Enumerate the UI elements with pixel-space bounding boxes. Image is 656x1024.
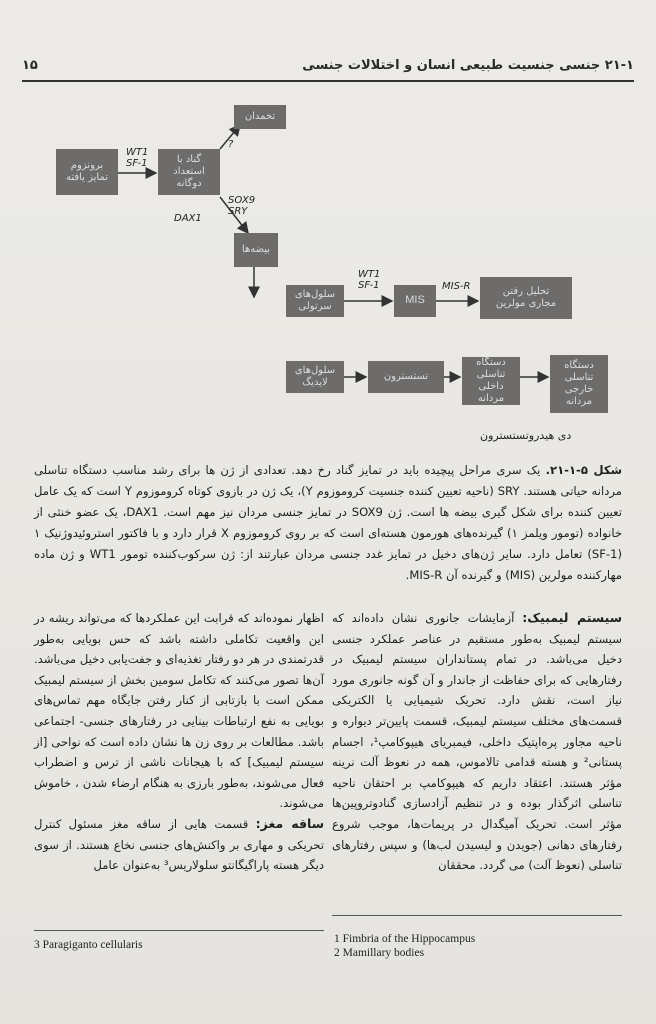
label-question: ? bbox=[228, 139, 234, 150]
limbic-text: آزمایشات جانوری نشان داده‌اند که سیستم لیمبیک به‌طور مستقیم در عناصر عملکرد جنسی دخیل می‌باشد. در تمام پستانداران سیستم لیمبیک در رفتارهایی که برای حفاظت از جاندار و آن گونه جانوری مورد نیاز است، نقش دارد. تحریک شیمیایی یا الکتریکی قسمت‌های مختلف سیستم لیمبیک، قسمت پایین‌تر دیواره و ناحیه مجاور پره‌اپتیک داخلی، فیمبریای هیپوکامپ¹، اجسام پستانی² و هسته قدامی تالاموس، همه در نعوظ آلت نرینه مؤثر هستند. اعتقاد داریم که هیپوکامپ بر احتقان ناحیه تناسلی اثرگذار بوده و در تنظیم آزادسازی گنادوتروپین‌ها مؤثر است. تحریک آمیگدال در پریمات‌ها، موجب شروع رفتارهای دهانی (جویدن و لیسیدن لب‌ها) و سپس رفتارهای تناسلی (نعوظ آلت) می گردد. محققان bbox=[332, 611, 622, 873]
footnote-1: 1 Fimbria of the Hippocampus bbox=[334, 933, 476, 945]
box-testosterone: تستسترون bbox=[368, 361, 444, 393]
right-column bbox=[332, 608, 622, 876]
label-dax1: DAX1 bbox=[174, 213, 202, 224]
box-mullerian-regression: تحلیل رفتن مجاری مولرین bbox=[480, 277, 572, 319]
box-undifferentiated: برونزوم تمایز یافته bbox=[56, 149, 118, 195]
limbic-heading: سیستم لیمبیک: bbox=[522, 610, 622, 625]
label-mis-r: MIS-R bbox=[442, 281, 471, 292]
figure-caption bbox=[34, 460, 622, 586]
box-leydig: سلول‌های لایدیگ bbox=[286, 361, 344, 393]
footnote-3: 3 Paragiganto cellularis bbox=[34, 939, 143, 951]
caption-text: یک سری مراحل پیچیده باید در تمایز گناد رخ دهد. تعدادی از ژن ها برای رشد مناسب دستگاه تناسلی مردانه حیاتی هستند. SRY (ناحیه تعیین کننده جنسیت کروموزوم Y)، یک ژن در بازوی کوتاه کروموزوم Y است که یک عامل تعیین کننده برای شکل گیری بیضه ها است. ژن SOX9 در تمایز جنسی مردان نیز مهم است. DAX1، یک عضو خنثی از خانواده (تومور ویلمز ۱) گیرنده‌های هورمون هسته‌ای است که بر روی کروموزوم X قرار دارد و با فاکتور استروئیدوژنیک ۱ (SF-1) تعامل دارد. سایر ژن‌های دخیل در تمایز غدد جنسی مردان عبارتند از: ژن سرکوب‌کننده تومور WT1 و ژن ماده مهارکننده مولرین (MIS) و گیرنده آن MIS-R. bbox=[34, 463, 623, 582]
box-sertoli: سلول‌های سرتولی bbox=[286, 285, 344, 317]
running-header bbox=[22, 52, 634, 78]
box-external-male: دستگاه تناسلی خارجی مردانه bbox=[550, 355, 608, 413]
left-text-1: اظهار نموده‌اند که قرابت این عملکردها که می‌تواند ریشه در این واقعیت تکاملی داشته باشد که حس بویایی به‌طور قدرتمندی در هر دو رفتار تغذیه‌ای و جفت‌یابی دخیل می‌باشد. آن‌ها تصور می‌کنند که تکامل سومین بخش از سیستم لیمبیک ممکن است با بازتابی از کنار رفتن جایگاه مهم تماس‌های بویایی به نفع ارتباطات بینایی در رفتارهای جنسی- اجتماعی باشد. مطالعات بر روی زن ها نشان داده است که نواحی [از سیستم لیمبیک] که با هیجانات ناشی از ترس و اضطراب فعال می‌شوند، به‌طور بارزی به هنگام ارضاء شدن ، خاموش می‌شوند. bbox=[34, 611, 324, 811]
footnote-rule-left bbox=[34, 930, 324, 931]
label-sox9-sry: SOX9 SRY bbox=[228, 195, 256, 217]
caption-label: شکل ۵-۱-۲۱. bbox=[545, 463, 622, 477]
brainstem-heading: ساقه مغز: bbox=[255, 815, 324, 831]
box-internal-male: دستگاه تناسلی داخلی مردانه bbox=[462, 357, 520, 405]
label-wt1-sf1: WT1 SF-1 bbox=[126, 147, 149, 169]
left-column bbox=[34, 608, 324, 876]
label-dht: دی هیدروتستسترون bbox=[480, 429, 572, 442]
footnote-rule-right bbox=[332, 915, 622, 916]
header-title: ۲۱-۱ جنسی جنسیت طبیعی انسان و اختلالات جنسی bbox=[302, 57, 634, 73]
footnote-2: 2 Mamillary bodies bbox=[334, 947, 425, 959]
gonad-differentiation-diagram bbox=[40, 95, 620, 455]
box-bipotential-gonad: گناد با استعداد دوگانه bbox=[158, 149, 220, 195]
box-mis: MIS bbox=[394, 285, 436, 317]
label-wt1-sf1-2: WT1 SF-1 bbox=[358, 269, 381, 291]
box-testes: بیضه‌ها bbox=[234, 233, 278, 267]
page-number: ۱۵ bbox=[22, 57, 38, 73]
brainstem-text: قسمت هایی از ساقه مغز مسئول کنترل تحریکی و مهاری بر واکنش‌های جنسی نخاع هستند. از سوی دیگر هسته پاراگیگانتو سلولاریس³ به‌عنوان عامل bbox=[34, 816, 324, 873]
box-ovary: تخمدان bbox=[234, 105, 286, 129]
header-rule bbox=[22, 80, 634, 82]
